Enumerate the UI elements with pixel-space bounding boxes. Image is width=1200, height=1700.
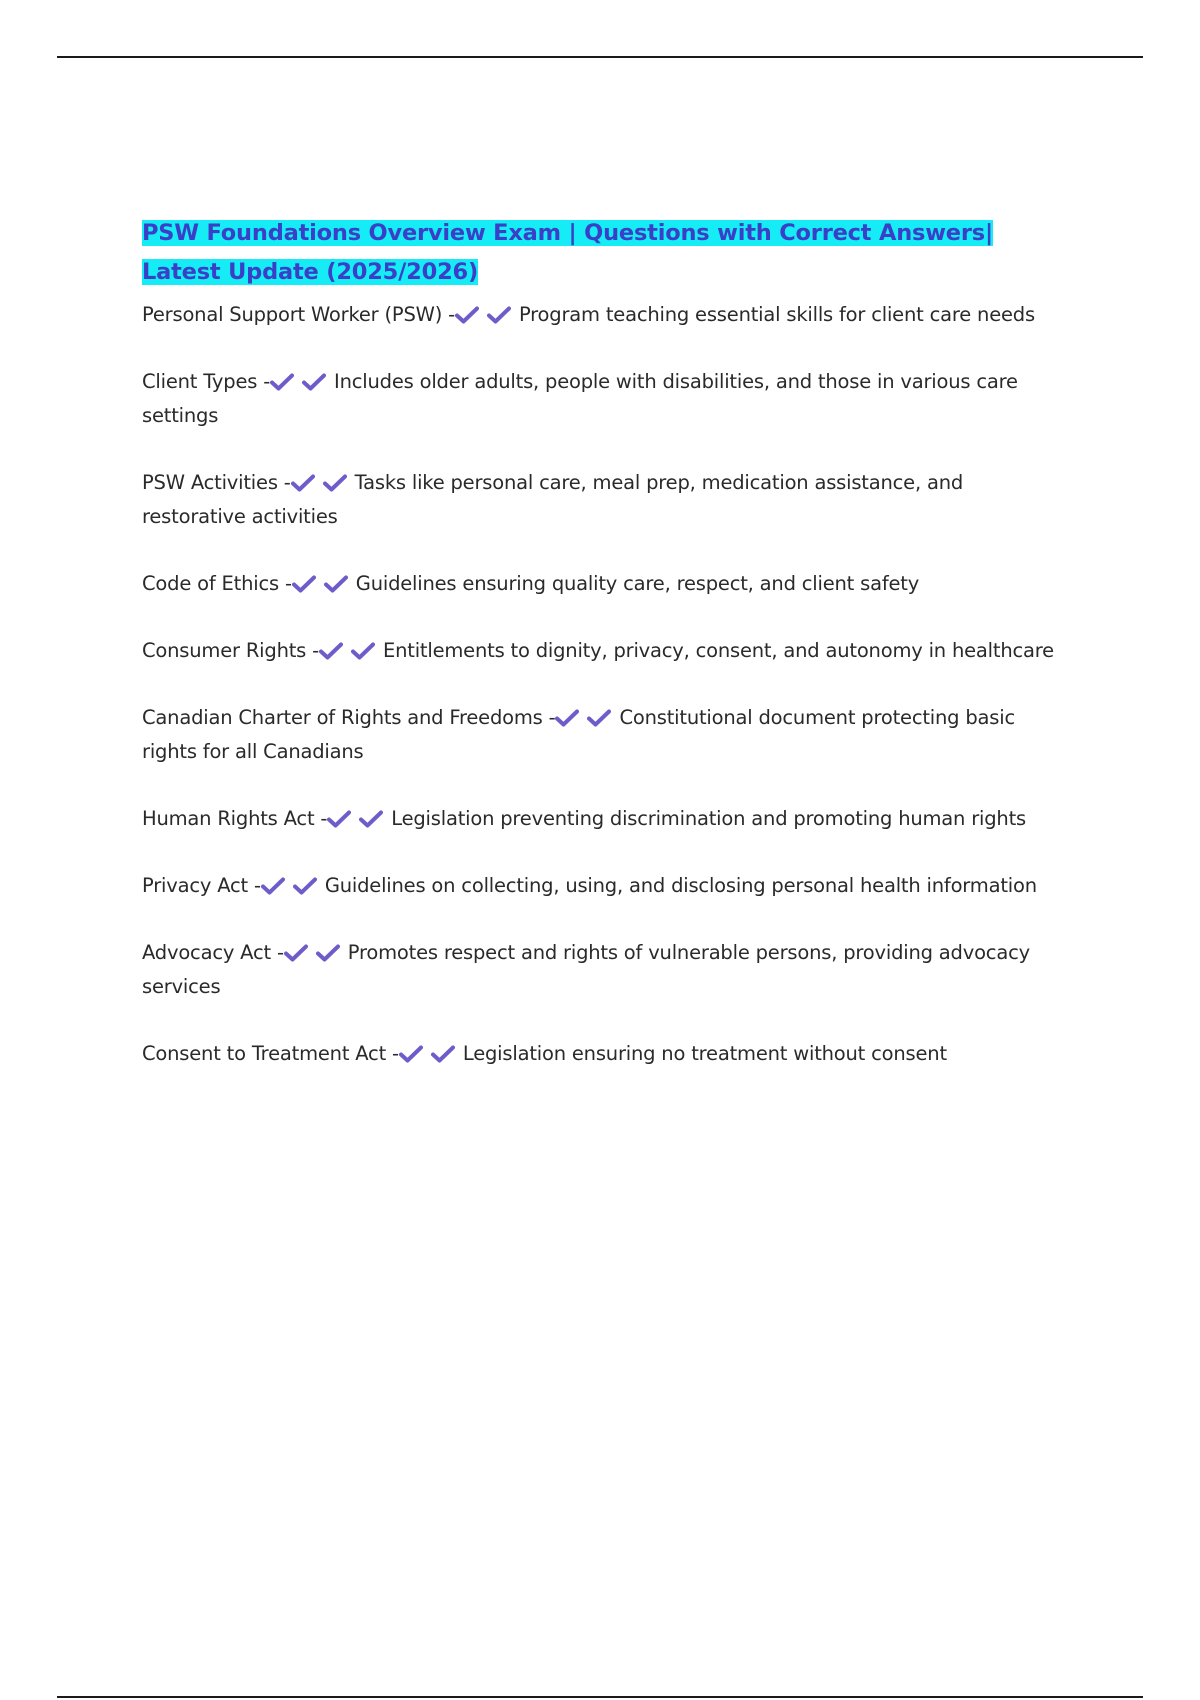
qa-item	[142, 869, 1072, 903]
check-mark-icon	[587, 709, 611, 727]
qa-term: Personal Support Worker (PSW)	[142, 303, 443, 326]
check-mark-icon	[487, 306, 511, 324]
check-mark-icon	[455, 306, 479, 324]
qa-answer: Legislation preventing discrimination and promoting human rights	[391, 807, 1026, 830]
qa-term: Advocacy Act	[142, 941, 271, 964]
qa-separator: -	[253, 874, 261, 897]
check-mark-icon	[431, 1045, 455, 1063]
qa-separator: -	[263, 370, 271, 393]
check-mark-icon	[293, 877, 317, 895]
check-mark-icon	[323, 474, 347, 492]
qa-item	[142, 298, 1072, 332]
qa-answer: Program teaching essential skills for client care needs	[518, 303, 1035, 326]
check-mark-icon	[261, 877, 285, 895]
qa-separator: -	[283, 471, 291, 494]
qa-term: Client Types	[142, 370, 258, 393]
check-mark-icon	[302, 373, 326, 391]
qa-item	[142, 634, 1072, 668]
qa-separator: -	[448, 303, 455, 326]
qa-separator: -	[320, 807, 328, 830]
qa-answer: Includes older adults, people with disabilities, and those in various care settings	[142, 370, 1018, 427]
qa-answer: Entitlements to dignity, privacy, consent, and autonomy in healthcare	[382, 639, 1054, 662]
check-mark-icon	[351, 642, 375, 660]
qa-answer: Legislation ensuring no treatment without consent	[462, 1042, 947, 1065]
check-mark-icon	[316, 944, 340, 962]
qa-item	[142, 802, 1072, 836]
qa-term: Canadian Charter of Rights and Freedoms	[142, 706, 543, 729]
qa-list	[142, 298, 1072, 1071]
check-mark-icon	[291, 474, 315, 492]
qa-answer: Promotes respect and rights of vulnerable persons, providing advocacy services	[142, 941, 1030, 998]
qa-separator: -	[392, 1042, 399, 1065]
check-mark-icon	[319, 642, 343, 660]
qa-term: Consent to Treatment Act	[142, 1042, 387, 1065]
qa-item	[142, 1037, 1072, 1071]
check-mark-icon	[555, 709, 579, 727]
check-mark-icon	[284, 944, 308, 962]
document-title	[142, 214, 1072, 292]
check-mark-icon	[399, 1045, 423, 1063]
check-mark-icon	[359, 810, 383, 828]
qa-answer: Guidelines ensuring quality care, respect, and client safety	[355, 572, 920, 595]
qa-item	[142, 936, 1072, 1004]
qa-term: Privacy Act	[142, 874, 248, 897]
qa-item	[142, 701, 1072, 769]
qa-term: PSW Activities	[142, 471, 278, 494]
check-mark-icon	[324, 575, 348, 593]
qa-term: Human Rights Act	[142, 807, 315, 830]
qa-separator: -	[284, 572, 292, 595]
qa-item	[142, 466, 1072, 534]
qa-answer: Guidelines on collecting, using, and disclosing personal health information	[324, 874, 1037, 897]
title-highlight: PSW Foundations Overview Exam | Questions with Correct Answers| Latest Update (2025/2026)	[142, 220, 993, 285]
top-rule	[57, 56, 1143, 58]
qa-answer: Constitutional document protecting basic rights for all Canadians	[142, 706, 1015, 763]
check-mark-icon	[270, 373, 294, 391]
qa-term: Code of Ethics	[142, 572, 279, 595]
check-mark-icon	[327, 810, 351, 828]
document-body	[142, 214, 1072, 1071]
qa-item	[142, 365, 1072, 433]
bottom-rule	[57, 1696, 1143, 1698]
check-mark-icon	[292, 575, 316, 593]
qa-item	[142, 567, 1072, 601]
qa-answer: Tasks like personal care, meal prep, medication assistance, and restorative activities	[142, 471, 964, 528]
qa-term: Consumer Rights	[142, 639, 307, 662]
qa-separator: -	[548, 706, 556, 729]
qa-separator: -	[276, 941, 284, 964]
qa-separator: -	[312, 639, 319, 662]
